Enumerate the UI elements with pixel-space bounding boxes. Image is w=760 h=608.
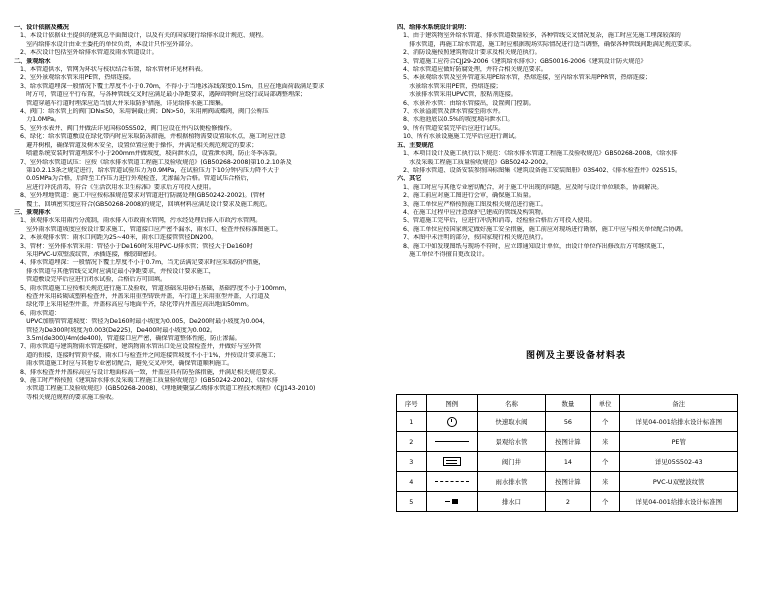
legend-symbol	[426, 472, 477, 492]
left-line: 应进行冲洗消毒，符合《生活饮用水卫生标准》要求后方可投入使用。	[20, 183, 215, 191]
legend-row	[397, 472, 738, 492]
left-line: 1、本设计依据业主提供的建筑总平面图设计，以及有关的国家现行给排水设计规范、规程。	[20, 32, 268, 40]
left-line: 0.05MPa为合格，后降至工作压力进行外观检查，无渗漏为合格。管道试压合格后，	[20, 175, 253, 183]
legend-note: 详见05S502-43	[620, 452, 738, 472]
legend-header-row	[397, 395, 738, 412]
legend-title: 图例及主要设备材料表	[525, 351, 626, 361]
left-line: 8、排水检查井井盖标高应与设计地面标高一致，井盖应具有防坠落措施，并满足相关规范要求。	[20, 368, 280, 376]
left-line: 6、雨水管道：	[20, 309, 61, 317]
left-line: 9、施工时严格按照《建筑给水排水及采暖工程施工质量验收规范》(GB50242-2002)、《给水排	[20, 377, 278, 385]
right-line: 四、给排水系统设计说明：	[397, 24, 471, 31]
right-line: 4、给水管道应做好防腐处理，并符合相关规范要求。	[403, 66, 547, 74]
left-line: 管径为De300时坡度为0.003(De225)，De400时最小坡度为0.002。	[20, 326, 217, 334]
right-line: 6、水景补水管：由给水管接出，设置阀门控制。	[403, 99, 535, 107]
right-line: 2、给排水管道、设备安装参照国标图集《建筑设备施工安装图册》03S402、《排水检查井》02S515。	[403, 166, 682, 174]
right-line: 1、由于建筑物室外给水管道、排水管道数量较多，各种管线交叉情况复杂，施工时应先施工埋深较深的	[403, 32, 681, 40]
left-line: 水管道工程施工及验收规范》(GB50268-2008)、《埋地硬聚氯乙烯排水管道工程技术规程》(CJJ143-2010)	[20, 385, 316, 393]
left-line: 1、景观排水采用雨污分流制，雨水排入市政雨水管网，污水经处理后排入市政污水管网。	[20, 217, 262, 225]
legend-unit: 米	[590, 432, 620, 452]
legend-note: 详见04-001给排水设计标准图	[620, 412, 738, 432]
legend-symbol	[426, 432, 477, 452]
right-line: 3、施工单位应严格按照施工图及相关规范进行施工。	[403, 200, 547, 208]
legend-unit: 个	[590, 412, 620, 432]
legend-qty: 14	[546, 452, 591, 472]
left-line: 雨水管道施工时应与其他专业密切配合，避免交叉冲突，确保管道顺利施工。	[20, 360, 234, 368]
right-line: 排水管道，再施工给水管道，施工时应根据现场实际情况进行适当调整，确保各种管线间距满足规范要求。	[403, 40, 696, 48]
legend-table	[396, 394, 738, 512]
legend-qty: 按图计算	[546, 432, 591, 452]
right-line: 2、消防设施按照建筑物设计要求及相关规范执行。	[403, 49, 541, 57]
right-line: 水及采暖工程施工质量验收规范》GB50242-2002。	[403, 158, 552, 166]
right-line: 4、在施工过程中应注意保护已建成的管线及构筑物。	[403, 208, 547, 216]
legend-row	[397, 412, 738, 432]
legend-note: PVC-U双壁波纹管	[620, 472, 738, 492]
left-line: 1、本管道供水，管网为环状与枝状结合布置，给水管材详见材料表。	[20, 66, 207, 74]
legend-row	[397, 432, 738, 452]
legend-note: PE管	[620, 432, 738, 452]
drain-icon	[452, 499, 458, 504]
left-line: 4、阀门：给水管上的阀门DN≤50，采用铜截止阀；DN>50，采用闸阀或蝶阀，阀门公称压	[20, 108, 269, 116]
left-line: 3.5m(de300)/4m(de400)，管道接口应严密，确保管道整体性能，防止渗漏。	[20, 335, 241, 343]
legend-row	[397, 492, 738, 512]
left-line: 室内给排水设计由业主委托的单位负责，本设计只作室外部分。	[20, 40, 197, 48]
left-line: 5、雨水管道施工应按相关规范进行施工及验收，管道基础采用砂石基础，基础厚度不小于100mm，	[20, 284, 291, 292]
dashed-line-icon	[435, 481, 469, 482]
left-line: 7、室外给水管道试压：应按《给水排水管道工程施工及验收规范》(GB50268-2008)第10.2.10条及	[20, 158, 292, 166]
left-line: 4、排水管道埋深：一般情况下覆土厚度不小于0.7m，当无法满足要求时应采取防护措施，	[20, 259, 265, 267]
legend-symbol	[426, 492, 477, 512]
right-line: 7、水景溢流管及泄水管接至雨水井。	[403, 108, 505, 116]
solid-line-icon	[435, 441, 469, 442]
legend-name: 排水口	[477, 492, 545, 512]
legend-symbol	[426, 412, 477, 432]
left-line: 喷灌系统安装时管道埋深不小于200mm并做坡度，坡向泄水点，设置泄水阀，防止冬季冻裂。	[20, 150, 281, 158]
left-line: 绿化带上采用轻型井盖，井盖标高应与地面平齐，绿化带内井盖应高出地面50mm。	[20, 301, 253, 309]
header-symbol: 图例	[426, 395, 477, 412]
legend-qty: 2	[546, 492, 591, 512]
left-line: 二、景观给水	[14, 57, 51, 65]
left-line: 三、景观排水	[14, 208, 51, 216]
left-line: 第10.2.13条之规定进行，给水管道试验压力为0.9MPa，在试验压力下10分钟内压力降不大于	[20, 166, 280, 174]
left-line: 避开树根，确保管道及树木安全，设置位置应便于操作，并满足相关规范规定的要求；	[20, 141, 258, 149]
legend-no: 4	[397, 472, 427, 492]
left-line: 时方可，管道应平行布置，与各种管线交叉时应满足最小净距要求，遇障碍物时应绕行或局部调整埋深；	[20, 91, 307, 99]
legend-unit: 个	[590, 492, 620, 512]
left-line: UPVC加筋管管道坡度：管径为De160时最小坡度为0.005，De200时最小坡度为0.004，	[20, 318, 269, 326]
left-line: 6、绿化：给水管道敷设在绿化带内时应采取防冻措施，并根据植物需要设置取水点，施工时应注意	[20, 133, 286, 141]
right-line: 5、本景观给水管及室外管道采用PE给水管，热熔连接，室内给水管采用PPR管，热熔连接；	[403, 74, 651, 82]
header-unit: 单位	[590, 395, 620, 412]
right-line: 6、施工单位应按国家规定做好施工安全措施，施工前应对现场进行勘察，施工中应与相关单位配合协调。	[403, 225, 687, 233]
header-note: 备注	[620, 395, 738, 412]
left-line: 室外雨水管道坡度应按设计要求施工，管道接口应严密不漏水，雨水口、检查井按标准图施工。	[20, 225, 282, 233]
left-line: 等相关规范规程的要求施工验收。	[20, 393, 118, 401]
right-line: 8、水池池底以0.5%的坡度坡向泄水口。	[403, 116, 514, 124]
left-line: 道的衔接，连接时管顶平接，雨水口与检查井之间连接管坡度不小于1%，并按设计要求施工；	[20, 351, 280, 359]
right-line: 水景排水管采用UPVC管，胶粘剂连接。	[403, 91, 517, 99]
left-line: 采用PVC-U双壁波纹管，承插连接，橡胶圈密封。	[20, 250, 161, 258]
left-line: 5、室外水表井、阀门井做法详见国标05S502，阀门应设在井内以便检修操作。	[20, 124, 236, 132]
legend-name: 雨水排水管	[477, 472, 545, 492]
legend-symbol	[426, 452, 477, 472]
left-line: 3、给水管道埋深一般情况下覆土厚度不小于0.70m，不得小于当地冰冻线深度0.15m，且应在地面荷载满足要求	[20, 82, 325, 90]
legend-name: 阀门井	[477, 452, 545, 472]
valve-box-icon	[443, 457, 461, 466]
left-line: 覆土、回填密实度应符合(GB50268-2008)的规定，回填材料应满足设计要求及施工规范。	[20, 200, 272, 208]
design-notes-left	[14, 24, 378, 402]
left-line: 2、本次设计包括室外给排水管道及雨水管道设计。	[20, 49, 158, 57]
right-line: 六、其它	[397, 175, 422, 183]
left-line: 2、本景观排水管：雨水口间距为25~40米，雨水口连接管管径DN200。	[20, 234, 218, 242]
legend-qty: 56	[546, 412, 591, 432]
right-line: 10、所有水景设施施工完毕后应进行调试。	[403, 133, 521, 141]
right-line: 8、施工中如发现图纸与现场不符时，应立即通知设计单位，由设计单位作出修改后方可继续施工，	[403, 242, 669, 250]
right-line: 水景给水管采用PE管，热熔连接；	[403, 82, 502, 90]
legend-note: 详见04-001给排水设计标准图	[620, 492, 738, 512]
left-line: 力1.0MPa。	[20, 116, 61, 124]
left-line: 7、雨水管道与建筑物雨水管连接时，建筑物雨水管出口处应设置检查井，并做好与室外管	[20, 343, 262, 351]
header-no: 序号	[397, 395, 427, 412]
right-line: 9、所有管道安装完毕后应进行试压。	[403, 124, 505, 132]
legend-unit: 个	[590, 452, 620, 472]
right-line: 1、施工时应与其他专业密切配合，对于施工中出现的问题，应及时与设计单位联系，协商解决。	[403, 183, 663, 191]
right-line: 7、本图中未注明的部分，按国家现行相关规范执行。	[403, 234, 547, 242]
right-line: 3、管道施工应符合CJJ29-2006《建筑给水排水》；GB50016-2006《建筑设计防火规范》	[403, 57, 647, 65]
legend-no: 5	[397, 492, 427, 512]
legend-no: 1	[397, 412, 427, 432]
right-line: 2、施工前应对施工图进行会审，确保施工质量。	[403, 192, 535, 200]
legend-name: 景观给水管	[477, 432, 545, 452]
legend-qty: 按图计算	[546, 472, 591, 492]
header-qty: 数量	[546, 395, 591, 412]
legend-unit: 米	[590, 472, 620, 492]
legend-name: 快速取水阀	[477, 412, 545, 432]
legend-no: 2	[397, 432, 427, 452]
right-line: 施工单位不得擅自更改设计。	[403, 250, 489, 258]
legend-no: 3	[397, 452, 427, 472]
clock-icon	[447, 417, 457, 427]
legend-row	[397, 452, 738, 472]
header-name: 名称	[477, 395, 545, 412]
design-notes-right	[397, 24, 749, 259]
right-line: 五、主要规范	[397, 141, 434, 149]
left-line: 3、管材：室外排水管采用：管径小于De160时采用PVC-U排水管；管径大于De160时	[20, 242, 253, 250]
left-line: 2、室外景观给水管采用PE管，热熔连接。	[20, 74, 135, 82]
left-line: 一、设计依据及概况	[14, 24, 69, 31]
left-line: 检查井采用砖砌或塑料检查井，井盖采用重型铸铁井盖，车行道上采用重型井盖，人行道及	[20, 293, 270, 300]
right-line: 5、管道施工完毕后，应进行冲洗和消毒，经检验合格后方可投入使用。	[403, 217, 596, 225]
left-line: 管道穿越车行道时埋深应适当加大并采取防护措施，详见给排水施工图集。	[20, 99, 227, 107]
left-line: 排水管道与其他管线交叉时应满足最小净距要求，并按设计要求施工，	[20, 267, 215, 275]
left-line: 8、室外埋地管道：施工中应按标准规范要求对管道进行防腐处理(GB50242-2002)。(管材	[20, 192, 265, 200]
left-line: 管道敷设完毕后应进行闭水试验，合格后方可回填。	[20, 276, 167, 284]
right-line: 1、本项目设计及施工执行以下规范：《给水排水管道工程施工及验收规范》GB50268-2008，《给水排	[403, 150, 678, 158]
